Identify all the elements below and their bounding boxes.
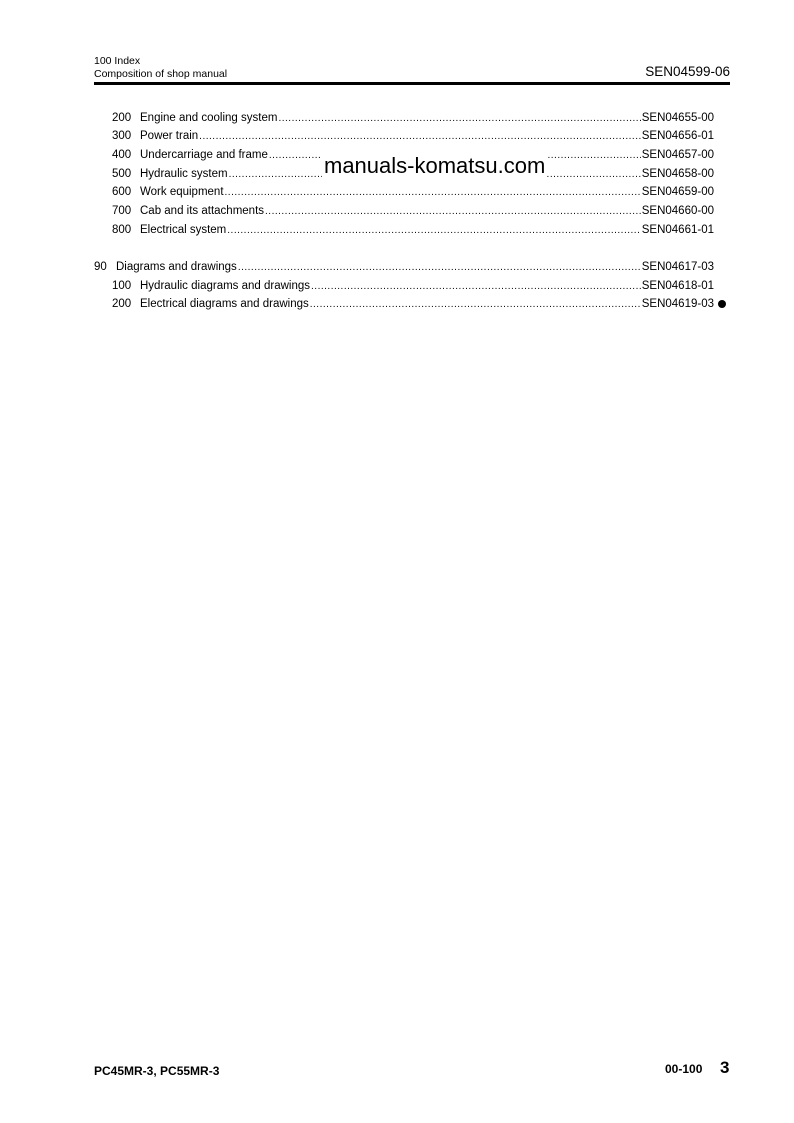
toc-entry[interactable]: [112, 296, 714, 312]
dot-leader: [199, 128, 641, 145]
toc-entry-title: Hydraulic system: [140, 168, 228, 180]
toc-entry-code: SEN04660-00: [641, 205, 714, 217]
toc-entry-number: 200: [112, 112, 132, 124]
toc-entry-number: 800: [112, 224, 132, 236]
footer-page-number: 3: [720, 1058, 730, 1077]
toc-entry-code: SEN04661-01: [641, 224, 714, 236]
toc-entry-code: SEN04655-00: [641, 112, 714, 124]
toc-entry-number: 500: [112, 168, 132, 180]
toc-entry-number: 200: [112, 298, 132, 310]
toc-entry[interactable]: [112, 184, 714, 200]
toc-entry-title: Hydraulic diagrams and drawings: [140, 280, 311, 292]
toc-entry-code: SEN04657-00: [641, 149, 714, 161]
toc-section-entry[interactable]: [94, 259, 714, 275]
dot-leader: [225, 184, 641, 201]
toc-entry-code: SEN04618-01: [641, 280, 714, 292]
dot-leader: [311, 278, 641, 295]
footer-models: PC45MR-3, PC55MR-3: [94, 1064, 220, 1078]
toc-entry-title: Work equipment: [140, 186, 224, 198]
toc-entry[interactable]: [112, 110, 714, 126]
toc-entry-code: SEN04659-00: [641, 186, 714, 198]
toc-entry-title: Diagrams and drawings: [116, 261, 237, 273]
dot-leader: [227, 222, 640, 239]
toc-entry-title: Electrical diagrams and drawings: [140, 298, 309, 310]
toc-entry-title: Cab and its attachments: [140, 205, 265, 217]
toc-entry-title: Electrical system: [140, 224, 227, 236]
toc-entry-number: 100: [112, 280, 132, 292]
toc-entry-code: SEN04656-01: [641, 130, 714, 142]
toc-entry-title: Undercarriage and frame: [140, 149, 268, 161]
toc-entry[interactable]: [112, 128, 714, 144]
toc-entry[interactable]: [112, 222, 714, 238]
header-doc-code: SEN04599-06: [645, 64, 730, 79]
dot-leader: [310, 296, 641, 313]
dot-leader: [265, 203, 641, 220]
toc-entry-title: Engine and cooling system: [140, 112, 278, 124]
header-section: 100 Index: [94, 55, 141, 67]
revision-marker-icon: [718, 300, 726, 308]
toc-entry-number: 600: [112, 186, 132, 198]
toc-entry-number: 90: [94, 261, 107, 273]
dot-leader: [238, 259, 641, 276]
toc-entry-title: Power train: [140, 130, 199, 142]
page-header: [94, 55, 730, 81]
toc-entry-number: 700: [112, 205, 132, 217]
toc-entry-code: SEN04619-03: [641, 298, 714, 310]
header-rule: [94, 82, 730, 85]
header-subtitle: Composition of shop manual: [94, 68, 228, 80]
watermark: manuals-komatsu.com: [324, 153, 546, 178]
footer-page-ref: 00-100: [665, 1062, 703, 1076]
toc-entry-number: 300: [112, 130, 132, 142]
toc-entry[interactable]: [112, 278, 714, 294]
toc-entry-code: SEN04658-00: [641, 168, 714, 180]
dot-leader: [278, 110, 640, 127]
toc-entry-code: SEN04617-03: [641, 261, 714, 273]
toc-entry[interactable]: [112, 203, 714, 219]
toc-entry-number: 400: [112, 149, 132, 161]
